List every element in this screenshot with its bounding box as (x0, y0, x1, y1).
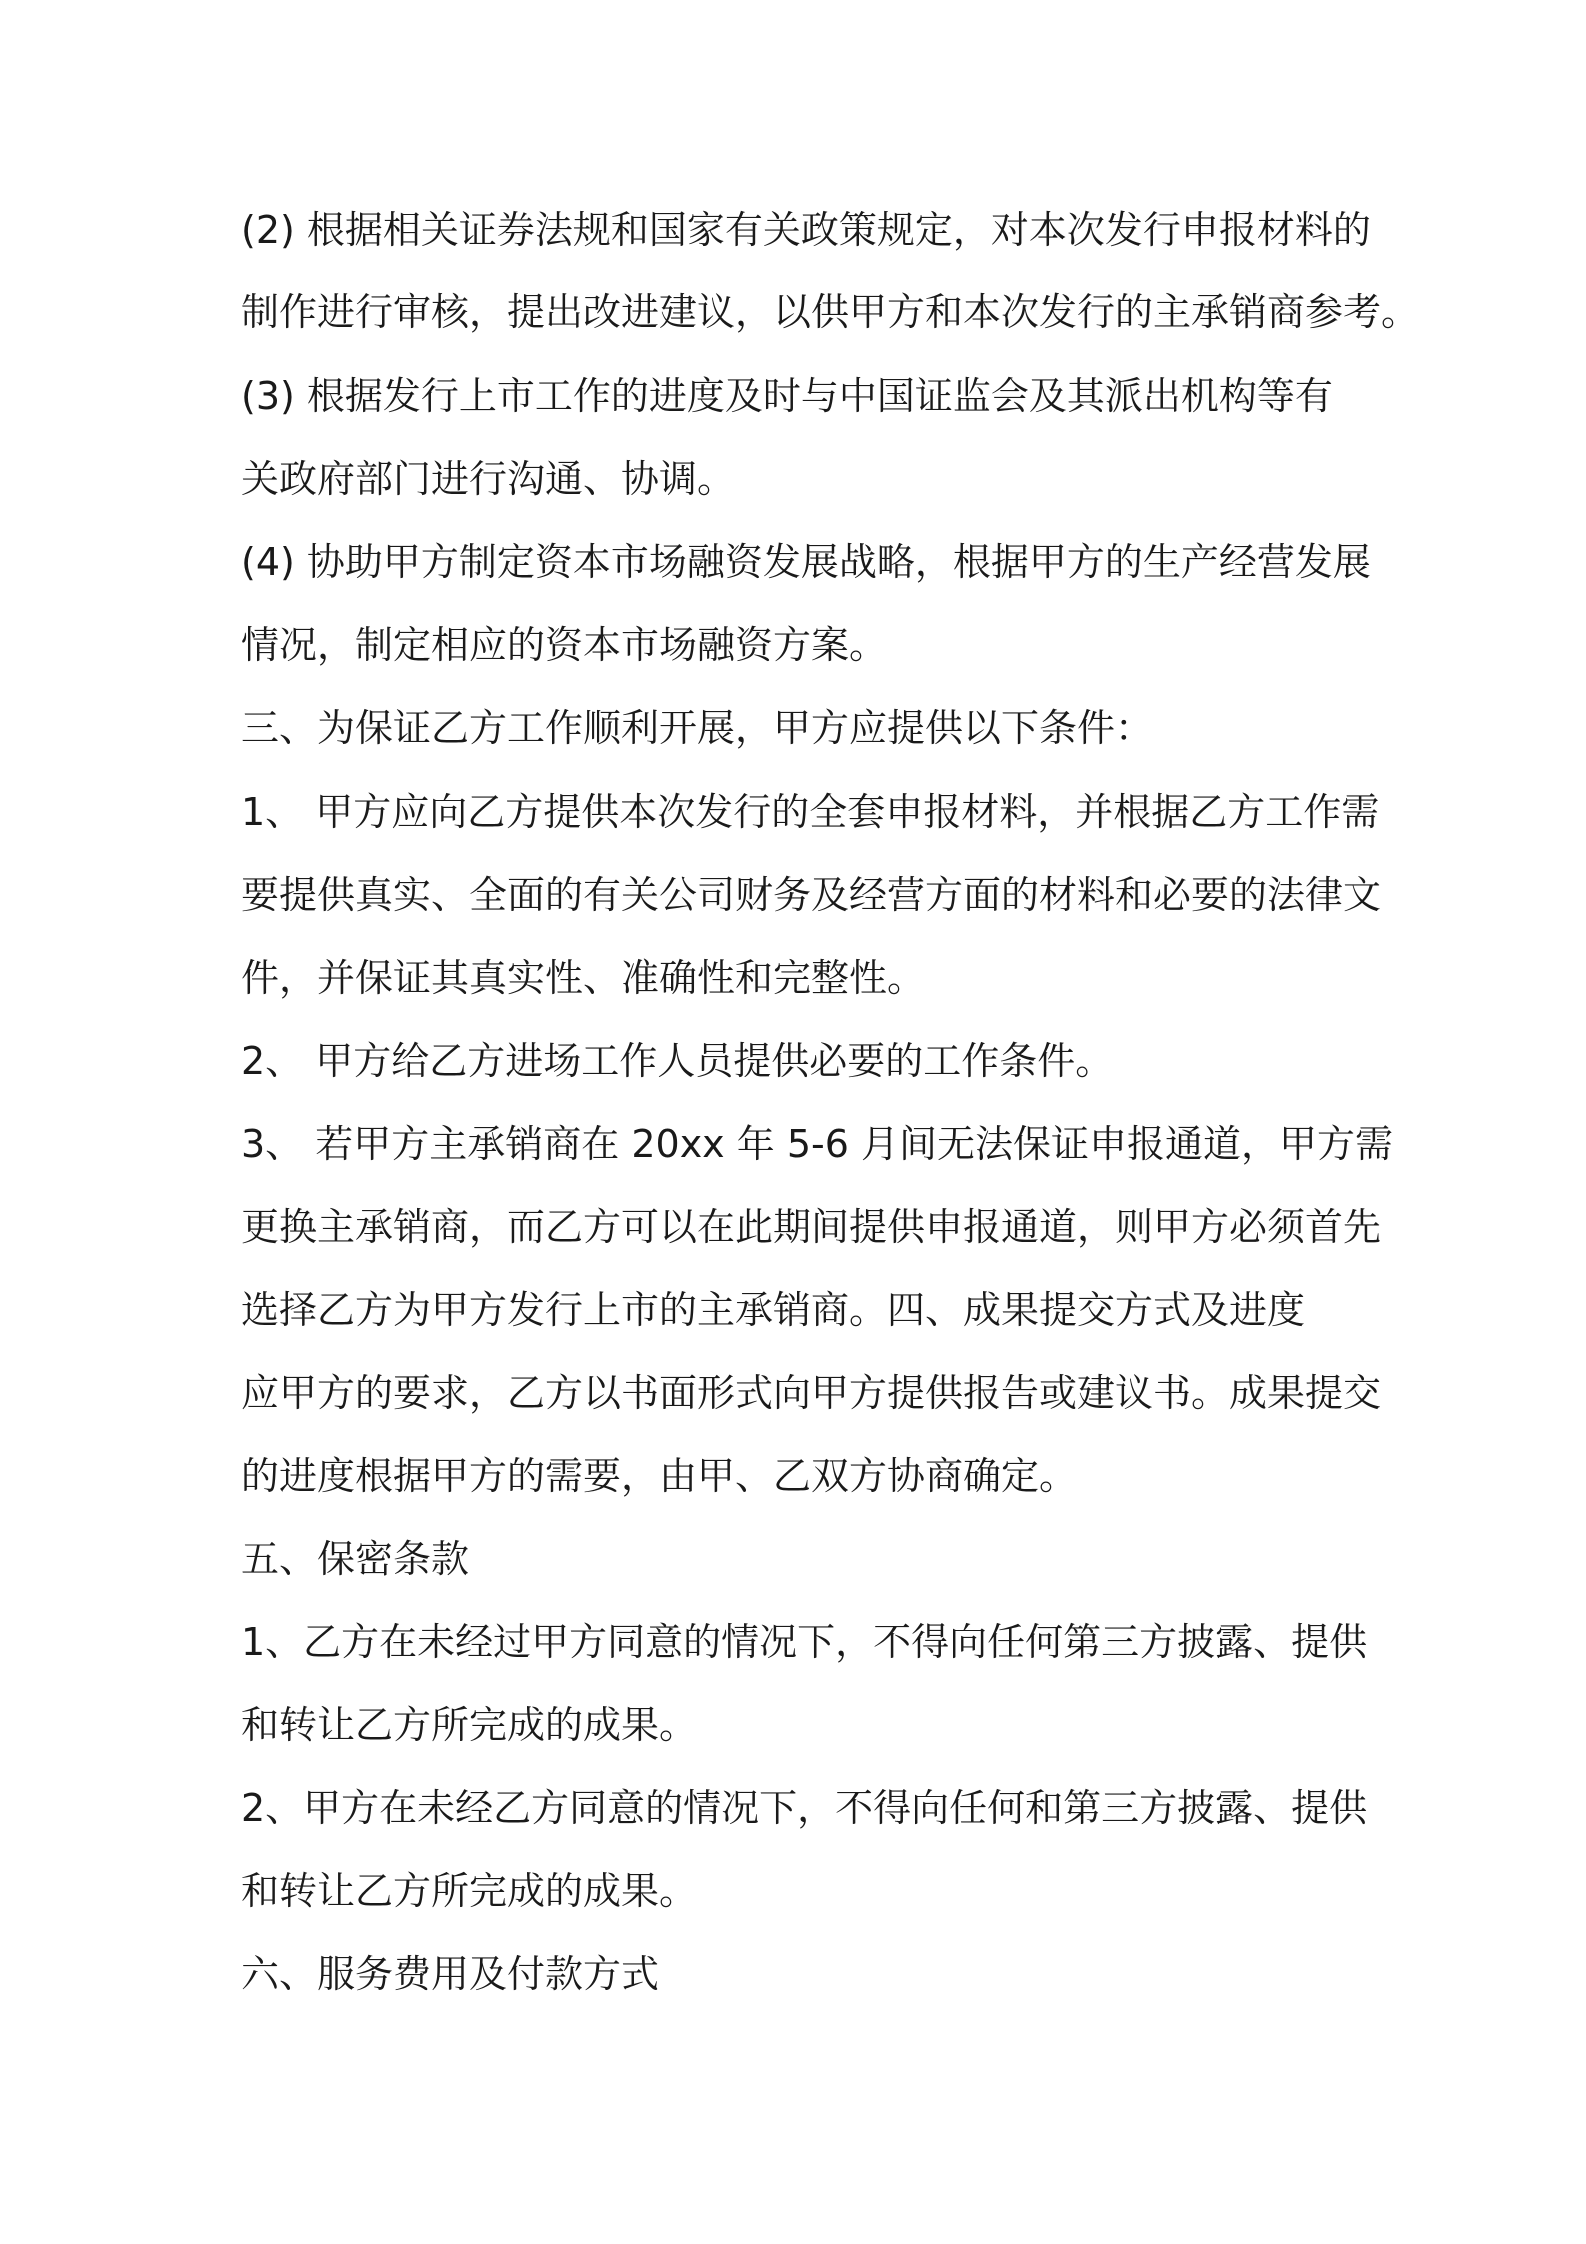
text-line: 要提供真实、全面的有关公司财务及经营方面的材料和必要的法律文 (241, 873, 1382, 917)
text-line: (4) 协助甲方制定资本市场融资发展战略，根据甲方的生产经营发展 (241, 540, 1371, 584)
section-heading: 六、服务费用及付款方式 (241, 1952, 660, 1996)
text-line: 3、 若甲方主承销商在 20xx 年 5-6 月间无法保证申报通道，甲方需 (241, 1122, 1393, 1166)
text-line: 和转让乙方所完成的成果。 (241, 1869, 698, 1913)
section-heading: 五、保密条款 (241, 1537, 470, 1581)
text-line: 制作进行审核，提出改进建议，以供甲方和本次发行的主承销商参考。 (241, 290, 1420, 334)
text-line: 的进度根据甲方的需要，由甲、乙双方协商确定。 (241, 1454, 1078, 1498)
text-line: 和转让乙方所完成的成果。 (241, 1703, 698, 1747)
text-line: 件，并保证其真实性、准确性和完整性。 (241, 956, 926, 1000)
text-line: 2、甲方在未经乙方同意的情况下，不得向任何和第三方披露、提供 (241, 1786, 1368, 1830)
text-line: 更换主承销商，而乙方可以在此期间提供申报通道，则甲方必须首先 (241, 1205, 1382, 1249)
text-line: 2、 甲方给乙方进场工作人员提供必要的工作条件。 (241, 1039, 1114, 1083)
text-line: 应甲方的要求，乙方以书面形式向甲方提供报告或建议书。成果提交 (241, 1371, 1382, 1415)
text-line: 情况，制定相应的资本市场融资方案。 (241, 623, 888, 667)
section-heading: 三、为保证乙方工作顺利开展，甲方应提供以下条件： (241, 706, 1154, 750)
text-line: 选择乙方为甲方发行上市的主承销商。四、成果提交方式及进度 (241, 1288, 1306, 1332)
text-line: 1、 甲方应向乙方提供本次发行的全套申报材料，并根据乙方工作需 (241, 790, 1380, 834)
text-line: (2) 根据相关证券法规和国家有关政策规定，对本次发行申报材料的 (241, 208, 1371, 252)
text-line: 关政府部门进行沟通、协调。 (241, 457, 736, 501)
text-line: 1、乙方在未经过甲方同意的情况下，不得向任何第三方披露、提供 (241, 1620, 1368, 1664)
text-line: (3) 根据发行上市工作的进度及时与中国证监会及其派出机构等有 (241, 374, 1333, 418)
